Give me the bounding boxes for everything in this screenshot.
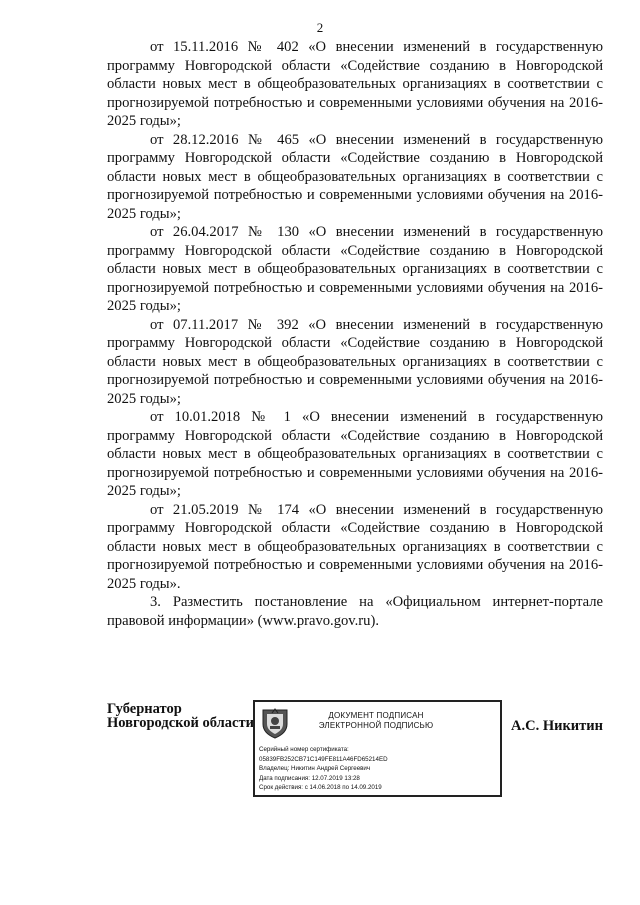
amendment-paragraph-5: от 10.01.2018 № 1 «О внесении изменений в государственную программу Новгородской области «Содействие созданию в Новгородской области новых мест в общеобразовательных организациях в соответствии с прогнозируемой потребностью и современными условиями обучения на 2016-2025 годы»; [107,409,603,499]
stamp-title-line-1: ДОКУМЕНТ ПОДПИСАН [328,711,424,720]
certificate-validity: Срок действия: с 14.06.2018 по 14.09.2019 [259,784,382,792]
stamp-details [259,745,499,793]
stamp-title [301,711,451,731]
electronic-signature-stamp [253,700,502,797]
signer-position-line-1: Губернатор [107,701,182,717]
certificate-serial: 05839FB252CB71C149FE811A46FD65214ED [259,755,388,763]
signer-position-line-2: Новгородской области [107,715,254,731]
signature-block [107,700,607,800]
signer-position [107,702,254,730]
signing-date: Дата подписания: 12.07.2019 13:28 [259,774,360,782]
amendment-paragraph-3: от 26.04.2017 № 130 «О внесении изменений в государственную программу Новгородской области «Содействие созданию в Новгородской области новых мест в общеобразовательных организациях в соответствии с прогнозируемой потребностью и современными условиями обучения на 2016-2025 годы»; [107,224,603,314]
document-body [107,38,603,630]
stamp-title-line-2: ЭЛЕКТРОННОЙ ПОДПИСЬЮ [318,721,434,730]
coat-of-arms-icon [260,707,290,739]
amendment-paragraph-6: от 21.05.2019 № 174 «О внесении изменений в государственную программу Новгородской области «Содействие созданию в Новгородской области новых мест в общеобразовательных организациях в соответствии с прогнозируемой потребностью и современными условиями обучения на 2016-2025 годы». [107,501,603,592]
publication-paragraph: 3. Разместить постановление на «Официальном интернет-портале правовой информации» (www.pravo.gov.ru). [107,594,603,629]
amendment-paragraph-4: от 07.11.2017 № 392 «О внесении изменений в государственную программу Новгородской области «Содействие созданию в Новгородской области новых мест в общеобразовательных организациях в соответствии с прогнозируемой потребностью и современными условиями обучения на 2016-2025 годы»; [107,316,603,407]
signer-name: А.С. Никитин [511,718,603,734]
amendment-paragraph-1: от 15.11.2016 № 402 «О внесении изменений в государственную программу Новгородской области «Содействие созданию в Новгородской области новых мест в общеобразовательных организациях в соответствии с прогнозируемой потребностью и современными условиями обучения на 2016-2025 годы»; [107,39,603,129]
certificate-serial-label: Серийный номер сертификата: [259,746,349,753]
certificate-owner: Владелец: Никитин Андрей Сергеевич [259,765,371,773]
page-number: 2 [316,20,324,35]
amendment-paragraph-2: от 28.12.2016 № 465 «О внесении изменений в государственную программу Новгородской области «Содействие созданию в Новгородской области новых мест в общеобразовательных организациях в соответствии с прогнозируемой потребностью и современными условиями обучения на 2016-2025 годы»; [107,131,603,222]
